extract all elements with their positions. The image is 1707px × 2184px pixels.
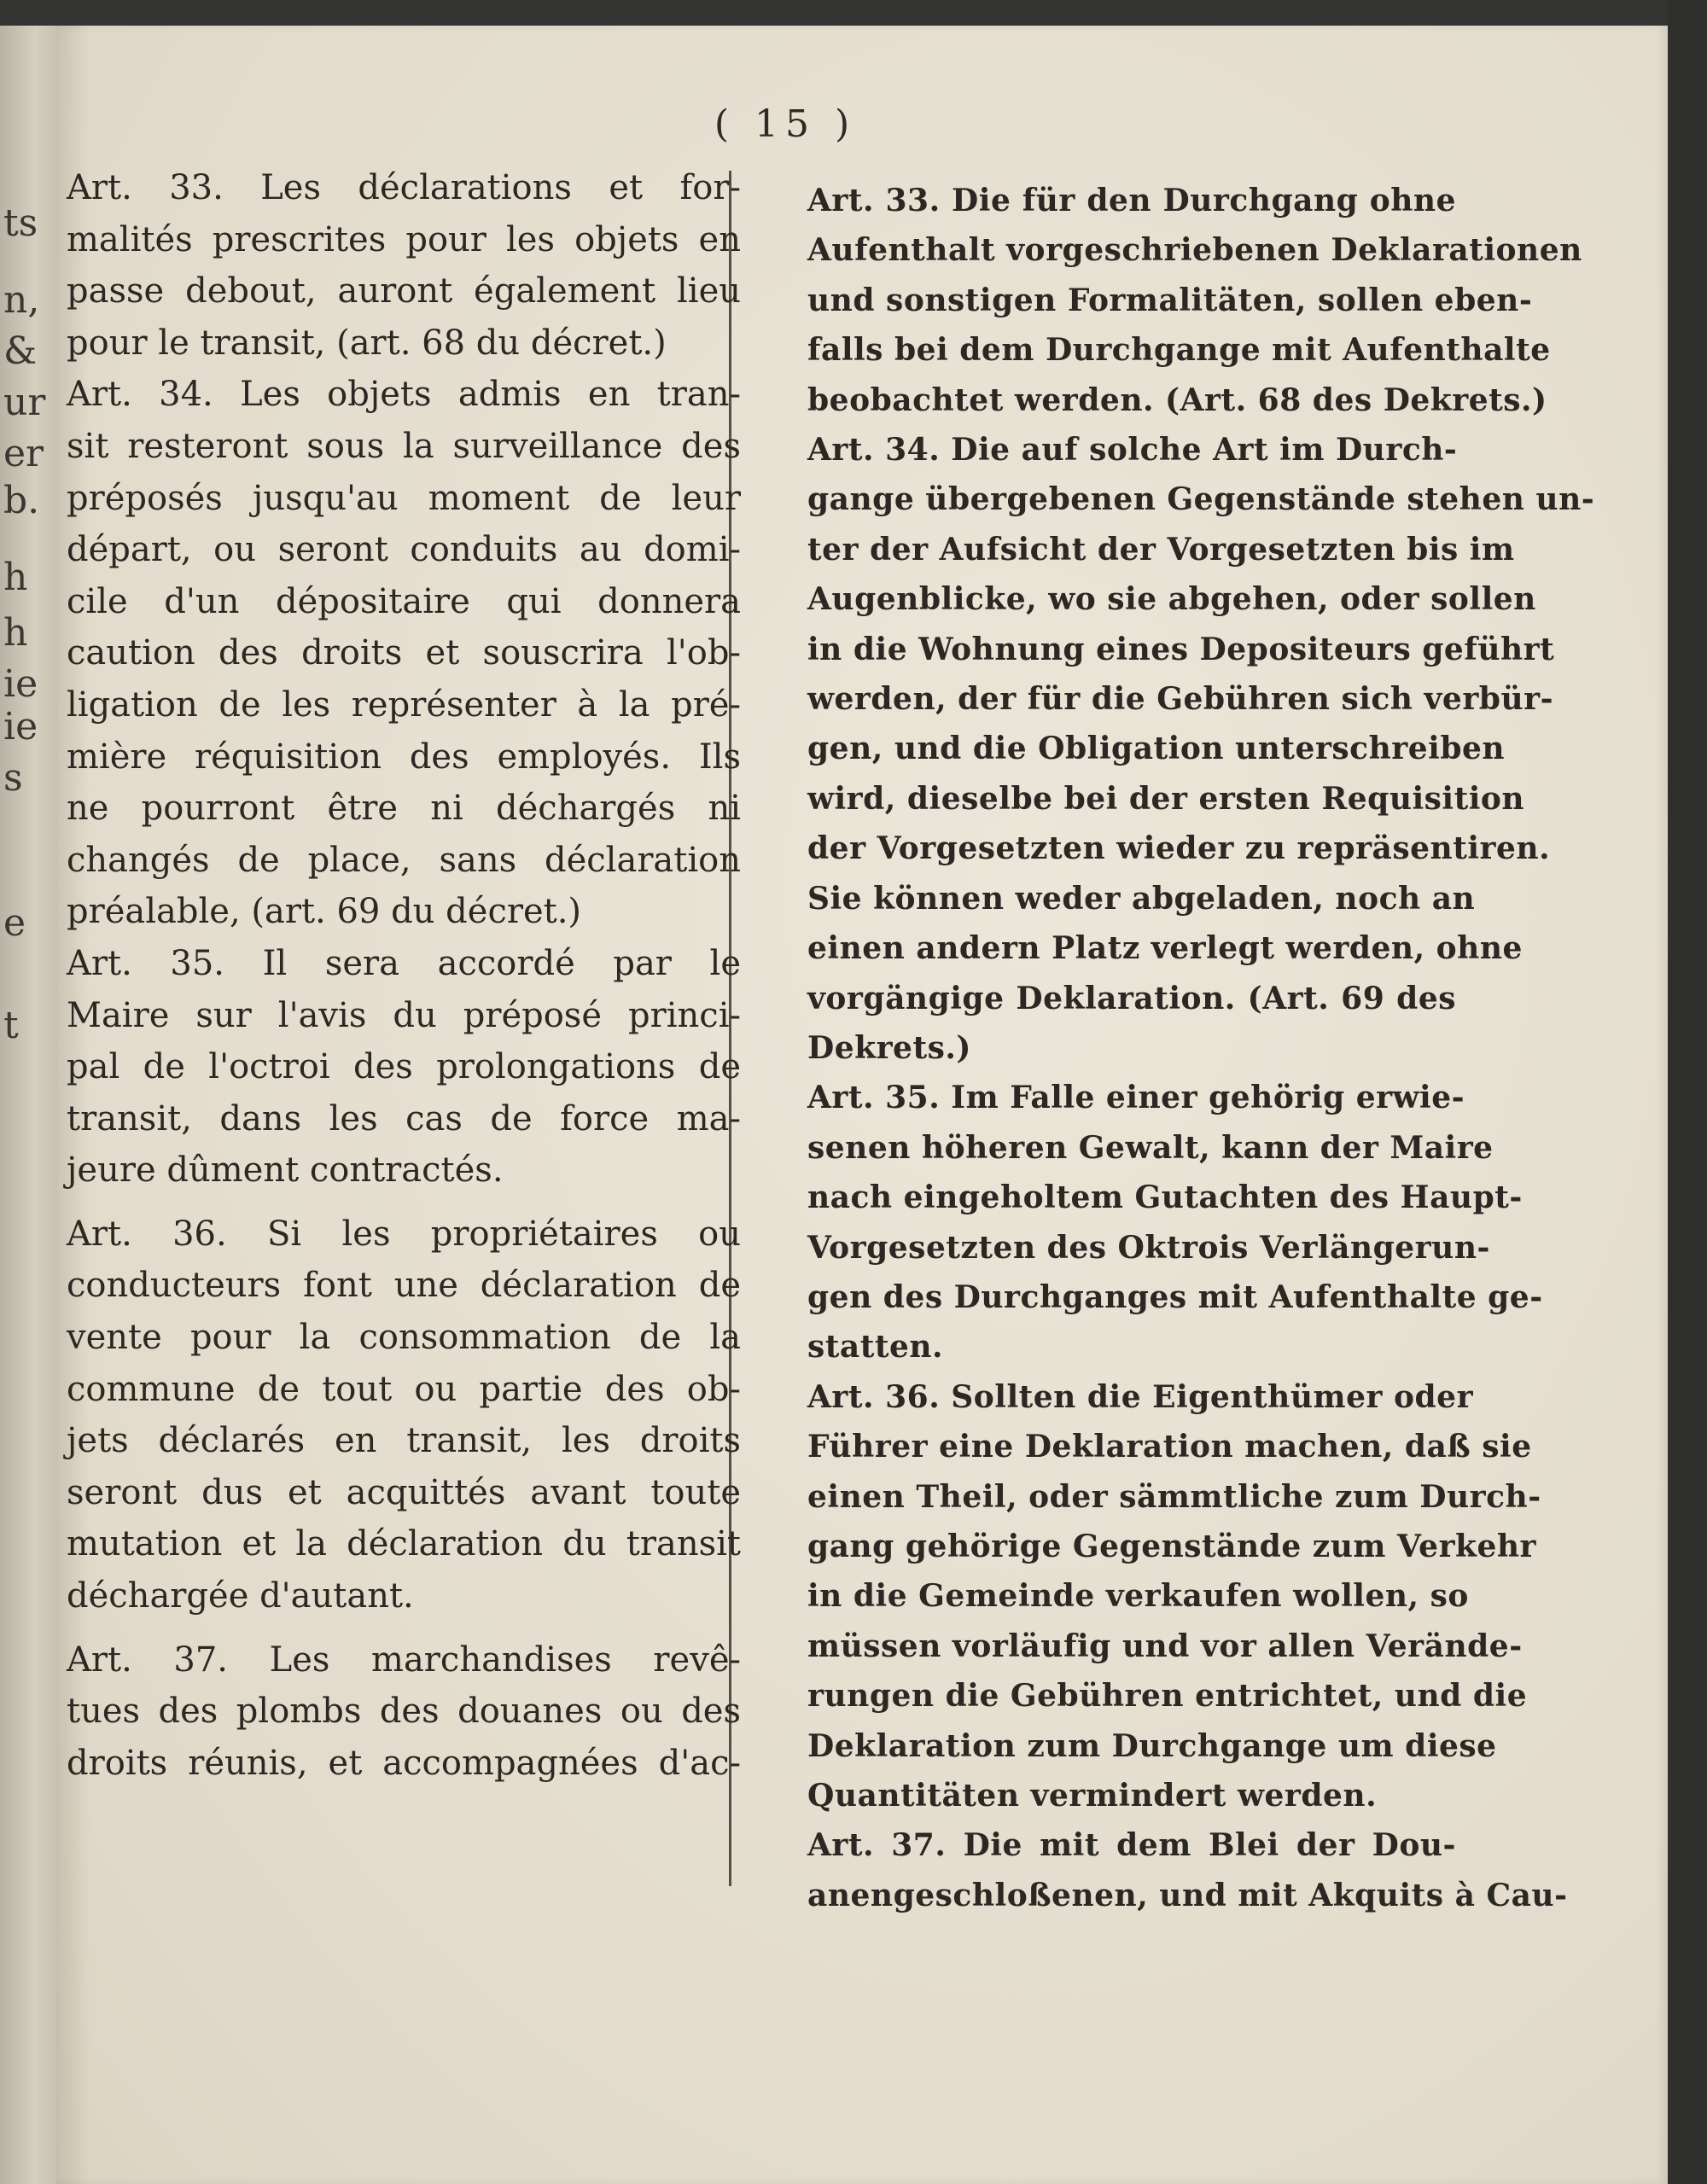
german-line: Vorgesetzten des Oktrois Verlängerun-: [807, 1229, 1490, 1266]
french-line: Art. 34. Les objets admis en tran-: [67, 375, 741, 415]
french-line: départ, ou seront conduits au domi-: [67, 530, 741, 570]
left-fragment: e: [3, 901, 26, 945]
german-line: vorgängige Deklaration. (Art. 69 des: [807, 980, 1456, 1016]
left-fragment: ie: [3, 662, 38, 706]
french-line: Art. 35. Il sera accordé par le: [67, 943, 741, 983]
german-line: müssen vorläufig und vor allen Verände-: [807, 1628, 1523, 1664]
french-line: transit, dans les cas de force ma-: [67, 1098, 741, 1139]
german-column: [807, 176, 1595, 1920]
left-fragment: ur: [3, 381, 46, 424]
german-line: falls bei dem Durchgange mit Aufenthalte: [807, 332, 1551, 369]
german-line: einen andern Platz verlegt werden, ohne: [807, 930, 1523, 967]
french-column: [67, 162, 741, 1789]
german-line: Führer eine Deklaration machen, daß sie: [807, 1429, 1532, 1465]
french-line: mutation et la déclaration du transit: [67, 1524, 741, 1564]
left-page-strip: [0, 26, 58, 2184]
german-line: wird, dieselbe bei der ersten Requisition: [807, 780, 1525, 817]
german-line: senen höheren Gewalt, kann der Maire: [807, 1129, 1494, 1166]
french-line: sit resteront sous la surveillance des: [67, 426, 741, 466]
left-fragment: s: [3, 756, 23, 800]
french-line: droits réunis, et accompagnées d'ac-: [67, 1743, 741, 1783]
french-line: jeure dûment contractés.: [67, 1150, 504, 1191]
left-fragment: er: [3, 432, 44, 475]
german-line: beobachtet werden. (Art. 68 des Dekrets.): [807, 381, 1547, 418]
french-line: commune de tout ou partie des ob-: [67, 1369, 741, 1409]
french-line: caution des droits et souscrira l'ob-: [67, 633, 741, 673]
french-line: préalable, (art. 69 du décret.): [67, 892, 582, 932]
german-line: anengeschloßenen, und mit Akquits à Cau-: [807, 1877, 1568, 1913]
german-line: Sie können weder abgeladen, noch an: [807, 880, 1476, 917]
left-fragment: n,: [3, 278, 40, 322]
german-line: rungen die Gebühren entrichtet, und die: [807, 1678, 1528, 1715]
french-line: passe debout, auront également lieu: [67, 271, 741, 312]
german-line: gange übergebenen Gegenstände stehen un-: [807, 481, 1595, 518]
french-line: conducteurs font une déclaration de: [67, 1266, 741, 1306]
french-line: mière réquisition des employés. Ils: [67, 737, 741, 777]
german-line: statten.: [807, 1329, 944, 1366]
german-line: Aufenthalt vorgeschriebenen Deklarationen: [807, 232, 1582, 269]
french-line: vente pour la consommation de la: [67, 1318, 741, 1358]
french-line: cile d'un dépositaire qui donnera: [67, 581, 741, 621]
german-line: der Vorgesetzten wieder zu repräsentiren.: [807, 830, 1551, 867]
german-line: Art. 33. Die für den Durchgang ohne: [807, 183, 1456, 218]
german-line: gen des Durchganges mit Aufenthalte ge-: [807, 1278, 1543, 1315]
german-line: nach eingeholtem Gutachten des Haupt-: [807, 1179, 1523, 1216]
german-line: Quantitäten vermindert werden.: [807, 1778, 1378, 1814]
french-line: malités prescrites pour les objets en: [67, 219, 741, 259]
french-line: préposés jusqu'au moment de leur: [67, 478, 741, 518]
french-line: pal de l'octroi des prolongations de: [67, 1047, 741, 1087]
german-line: einen Theil, oder sämmtliche zum Durch-: [807, 1478, 1541, 1515]
german-line: in die Gemeinde verkaufen wollen, so: [807, 1578, 1469, 1615]
left-fragment: h: [3, 611, 28, 655]
french-line: jets déclarés en transit, les droits: [67, 1421, 741, 1461]
left-fragment: ie: [3, 705, 38, 748]
german-line: gang gehörige Gegenstände zum Verkehr: [807, 1528, 1537, 1564]
left-fragment: ts: [3, 201, 38, 245]
german-line: in die Wohnung eines Depositeurs geführt: [807, 631, 1555, 667]
french-line: tues des plombs des douanes ou des: [67, 1692, 741, 1732]
page-number: ( 15 ): [714, 102, 857, 146]
french-line: Art. 36. Si les propriétaires ou: [67, 1214, 741, 1254]
french-line: ligation de les représenter à la pré-: [67, 684, 741, 725]
german-line: und sonstigen Formalitäten, sollen eben-: [807, 282, 1533, 318]
german-line: Deklaration zum Durchgange um diese: [807, 1727, 1497, 1764]
french-line: déchargée d'autant.: [67, 1576, 414, 1616]
french-line: Art. 37. Les marchandises revê-: [67, 1639, 741, 1680]
german-line: Art. 36. Sollten die Eigenthümer oder: [807, 1378, 1474, 1415]
german-line: Art. 35. Im Falle einer gehörig erwie-: [807, 1080, 1465, 1116]
left-fragment: h: [3, 556, 28, 599]
scan-right-edge: [1668, 0, 1707, 2184]
german-line: werden, der für die Gebühren sich verbür-: [807, 681, 1554, 718]
french-line: seront dus et acquittés avant toute: [67, 1472, 741, 1512]
german-line: Art. 37. Die mit dem Blei der Dou-: [807, 1827, 1456, 1864]
german-line: ter der Aufsicht der Vorgesetzten bis im: [807, 531, 1515, 568]
left-fragment: &: [3, 329, 38, 373]
scan-top-edge: [0, 0, 1707, 26]
french-line: pour le transit, (art. 68 du décret.): [67, 323, 667, 363]
german-line: Augenblicke, wo sie abgehen, oder sollen: [807, 581, 1536, 618]
german-line: gen, und die Obligation unterschreiben: [807, 731, 1506, 767]
left-fragment: b.: [3, 479, 40, 522]
french-line: Maire sur l'avis du préposé princi-: [67, 995, 741, 1035]
german-line: Art. 34. Die auf solche Art im Durch-: [807, 432, 1458, 469]
french-line: Art. 33. Les déclarations et for-: [67, 168, 741, 207]
french-line: ne pourront être ni déchargés ni: [67, 789, 741, 829]
left-fragment: t: [3, 1004, 19, 1047]
french-line: changés de place, sans déclaration: [67, 840, 741, 880]
german-line: Dekrets.): [807, 1029, 971, 1066]
